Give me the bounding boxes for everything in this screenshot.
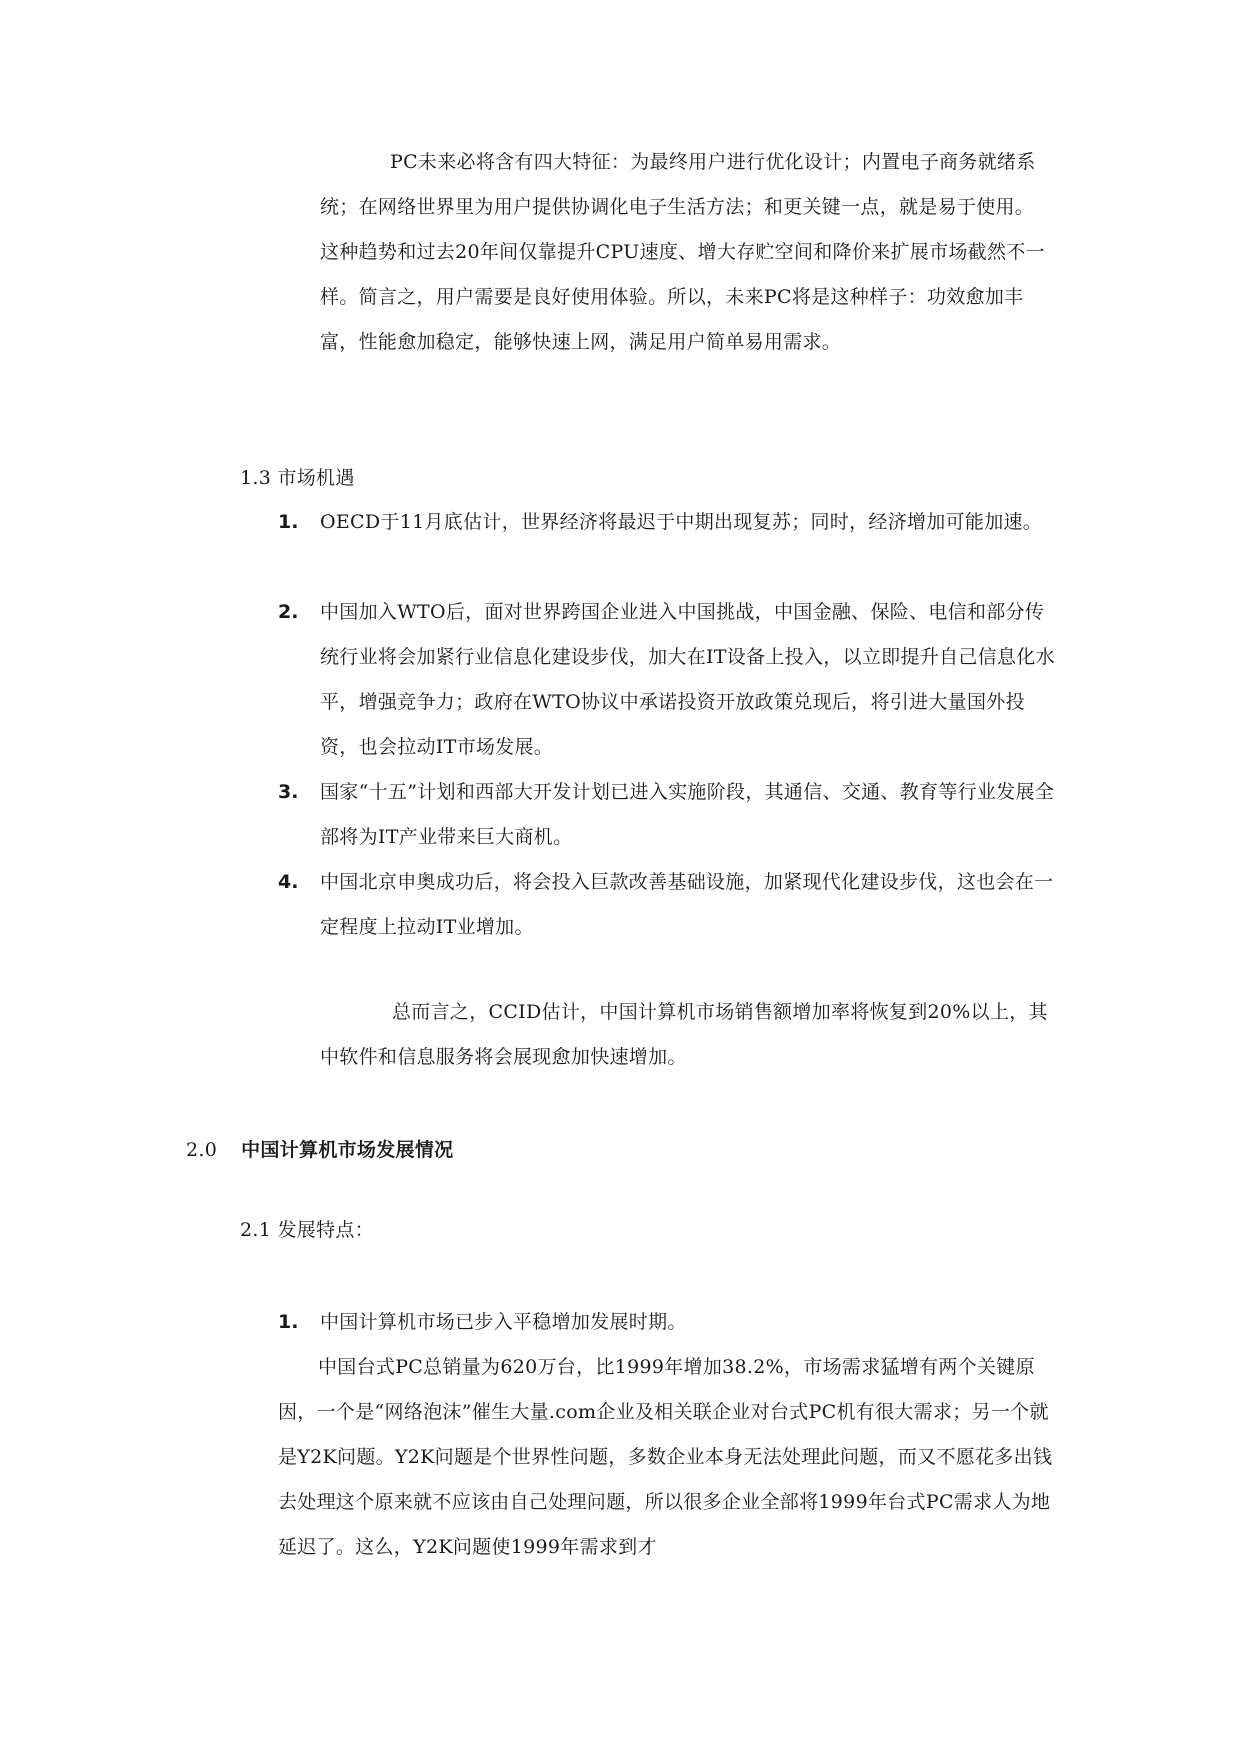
intro-first-line: PC未来必将含有四大特征：为最终用户进行优化设计；内置电子商务: [390, 151, 978, 173]
list-number: 1.: [278, 1311, 299, 1333]
list-item: [278, 590, 1058, 770]
summary-rest: 上，其中软件和信息服务将会展现愈加快速增加。: [320, 1001, 1048, 1068]
intro-rest: 就绪系统；在网络世界里为用户提供协调化电子生活方法；和更关键一点，就是易于使用。这种趋势和过去20年间仅靠提升CPU速度、增大存贮空间和降价来扩展市场截然不一样。简言之，用户需要是良好使用体验。所以，未来PC将是这种样子：功效愈加丰富，性能愈加稳定，能够快速上网，满足用户简单易用需求。: [320, 151, 1045, 353]
section-heading-2-0: [186, 1128, 453, 1173]
list-number: 2.: [278, 601, 299, 623]
list-text: OECD于11月底估计，世界经济将最迟于中期出现复苏；同时，经济增加可能加速。: [320, 511, 1043, 533]
section-heading-2-1: 2.1 发展特点：: [240, 1219, 374, 1241]
list-text: 中国加入WTO后，面对世界跨国企业进入中国挑战，中国金融、保险、电信和部分传统行业将会加紧行业信息化建设步伐，加大在IT设备上投入，以立即提升自己信息化水平，增强竞争力；政府在WTO协议中承诺投资开放政策兑现后，将引进大量国外投资，也会拉动IT市场发展。: [320, 601, 1055, 758]
intro-paragraph: [320, 140, 1050, 365]
pc-paragraph-text: 中国台式PC总销量为620万台，比1999年增加38.2%，市场需求猛增有两个关键原因，一个是“网络泡沫”催生大量.com企业及相关联企业对台式PC机有很大需求；另一个就是Y2K问题。Y2K问题是个世界性问题，多数企业本身无法处理此问题，而又不愿花多出钱去处理这个原来就不应该由自己处理问题，所以很多企业全部将1999年台式PC需求人为地延迟了。这么，Y2K问题使1999年需求到才: [278, 1356, 1053, 1558]
list-text: 国家“十五”计划和西部大开发计划已进入实施阶段，其通信、交通、教育等行业发展全部将为IT产业带来巨大商机。: [320, 781, 1055, 848]
list-item: [278, 860, 1058, 950]
pc-sales-paragraph: [278, 1345, 1058, 1570]
list-text: 中国北京申奥成功后，将会投入巨款改善基础设施，加紧现代化建设步伐，这也会在一定程度上拉动IT业增加。: [320, 871, 1054, 938]
list-number: 4.: [278, 871, 299, 893]
section-heading-1-3: 1.3 市场机遇: [240, 467, 355, 489]
list-item: [278, 500, 1058, 545]
summary-paragraph: [320, 990, 1060, 1080]
list-item: [278, 770, 1058, 860]
summary-first-line: 总而言之，CCID估计，中国计算机市场销售额增加率将恢复到20%以: [392, 1001, 990, 1023]
list-number: 1.: [278, 511, 299, 533]
list-item: [278, 1300, 1058, 1345]
section-number: 2.0: [186, 1139, 218, 1161]
list-text: 中国计算机市场已步入平稳增加发展时期。: [320, 1311, 687, 1333]
list-number: 3.: [278, 781, 299, 803]
section-title: 中国计算机市场发展情况: [241, 1139, 454, 1161]
